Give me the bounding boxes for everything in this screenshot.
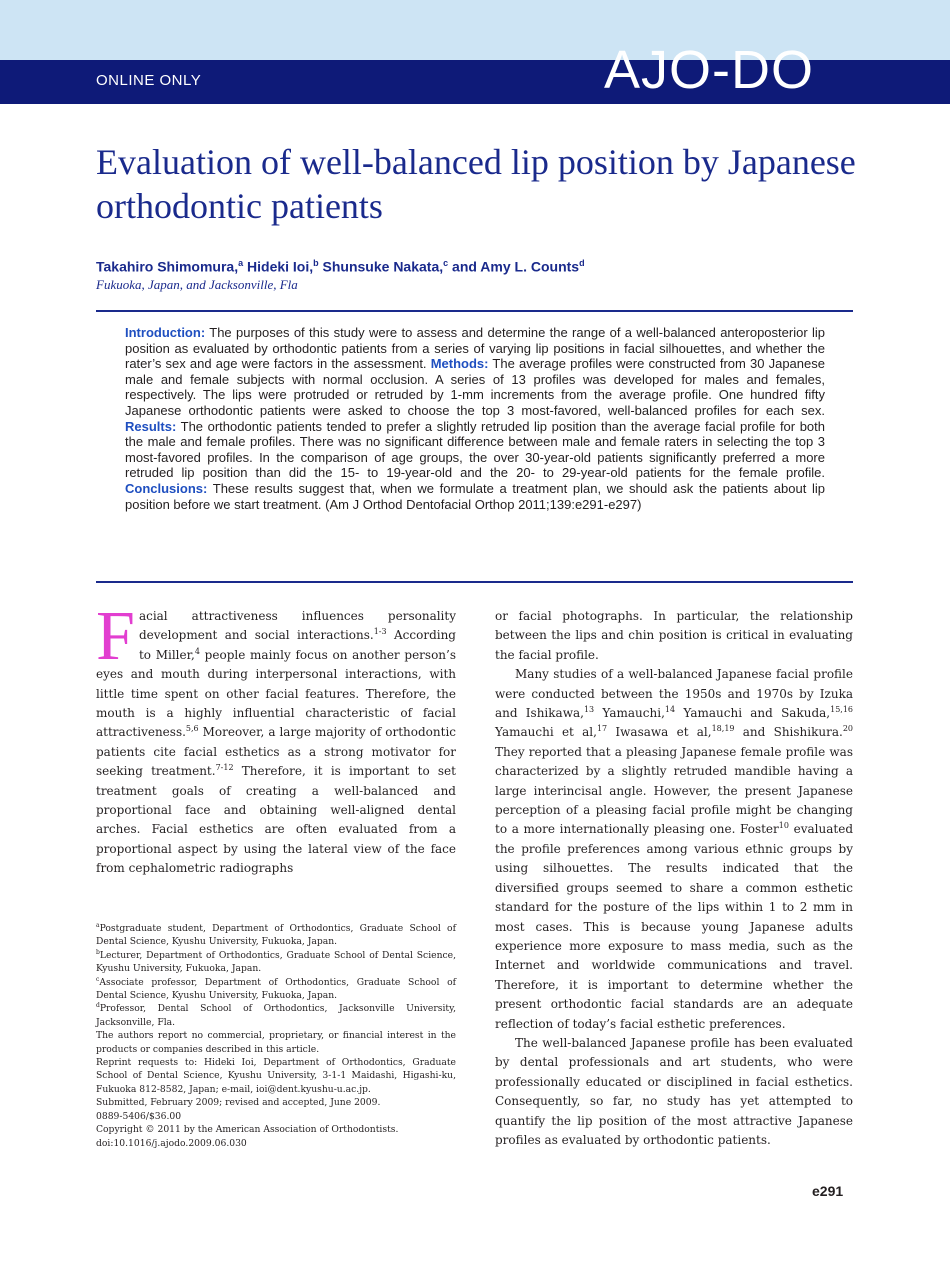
footnote-mark: a bbox=[96, 921, 100, 929]
footnote-mark: b bbox=[96, 948, 100, 956]
abstract-methods-text: The average profiles were constructed from 30 Japanese male and female subjects with normal occlusion. A series of 13 profiles was developed for males and females, respectively. The lips were protruded or retruded by 1-mm increments from the average profile. One hundred fifty Japanese orthodontic patients were asked to choose the top 3 most-favored, well-balanced profiles for each sex. bbox=[125, 356, 825, 418]
footnote-affiliation-a bbox=[96, 922, 456, 949]
footnote-disclosure: The authors report no commercial, proprietary, or financial interest in the products or companies described in this article. bbox=[96, 1030, 456, 1055]
reference-link[interactable]: 13 bbox=[583, 705, 595, 715]
body-text: Yamauchi and Sakuda, bbox=[675, 706, 831, 721]
author-location: Fukuoka, Japan, and Jacksonville, Fla bbox=[96, 277, 298, 292]
abstract-heading-methods: Methods: bbox=[430, 356, 489, 372]
abstract-citation: (Am J Orthod Dentofacial Orthop 2011;139:e291-e297) bbox=[325, 496, 642, 512]
abstract-heading-conclusions: Conclusions: bbox=[125, 480, 208, 496]
footnote-text: Associate professor, Department of Orthodontics, Graduate School of Dental Science, Kyushu University, Fukuoka, Japan. bbox=[96, 976, 456, 1002]
footnote-mark: c bbox=[96, 975, 100, 983]
footnote-doi[interactable]: doi:10.1016/j.ajodo.2009.06.030 bbox=[96, 1137, 247, 1149]
abstract-heading-introduction: Introduction: bbox=[125, 325, 206, 340]
footnote-text: Professor, Dental School of Orthodontics, Jacksonville University, Jacksonville, Fla. bbox=[96, 1003, 456, 1028]
journal-logo: AJO-DO bbox=[604, 40, 815, 100]
drop-cap: F bbox=[96, 598, 135, 675]
abstract-top-rule bbox=[96, 310, 853, 312]
affiliation-mark: b bbox=[313, 258, 319, 268]
body-text: acial attractiveness influences personality development and social interactions. bbox=[138, 609, 456, 643]
body-paragraph bbox=[495, 665, 853, 1034]
reference-link[interactable]: 15,16 bbox=[830, 705, 854, 715]
body-text: Moreover, a large majority of orthodontic patients cite facial esthetics as a strong motivator for seeking treatment. bbox=[96, 725, 456, 779]
body-text: According to Miller, bbox=[138, 628, 456, 662]
author-name: Hideki Ioi, bbox=[247, 258, 314, 275]
abstract-introduction-text: The purposes of this study were to assess and determine the range of a well-balanced anteroposterior lip position as evaluated by orthodontic patients from a series of varying lip positions in facial silhouettes, and whether the rater’s sex and age were factors in the assessment. bbox=[125, 325, 825, 372]
abstract-conclusions-text: These results suggest that, when we formulate a treatment plan, we should ask the patients about lip position before we start treatment. bbox=[125, 480, 825, 512]
abstract-results-text: The orthodontic patients tended to prefer a slightly retruded lip position than the average facial profile for both the male and female profiles. There was no significant difference between male and female raters in selecting the top 3 most-favored profiles. In the comparison of age groups, the over 30-year-old patients significantly preferred a more retruded lip position than did the 15- to 19-year-old and the 20- to 29-year-old patients for the female profile. bbox=[125, 418, 825, 481]
body-text: Yamauchi et al, bbox=[495, 725, 597, 740]
body-column-left bbox=[96, 598, 457, 879]
affiliation-mark: c bbox=[443, 258, 449, 268]
author-name: Takahiro Shimomura, bbox=[96, 258, 239, 275]
affiliation-mark: a bbox=[238, 258, 244, 268]
author-list bbox=[96, 258, 585, 275]
footnote-copyright: Copyright © 2011 by the American Association of Orthodontists. bbox=[96, 1124, 399, 1136]
body-paragraph bbox=[96, 598, 457, 879]
footnote-reprint: Reprint requests to: Hideki Ioi, Department of Orthodontics, Graduate School of Dental Science, Kyushu University, 3-1-1 Maidashi, Higashi-ku, Fukuoka 812-8582, Japan; e-mail, ioi@dent.kyushu-u.ac.jp. bbox=[96, 1057, 456, 1095]
author-name: Shunsuke Nakata, bbox=[322, 258, 444, 275]
page-number: e291 bbox=[812, 1183, 844, 1199]
footnote-submitted: Submitted, February 2009; revised and accepted, June 2009. bbox=[96, 1097, 381, 1109]
body-text: Therefore, it is important to set treatment goals of creating a well-balanced and proportional face and obtaining well-aligned dental arches. Facial esthetics are often evaluated from a proportional aspect by using the lateral view of the face from cephalometric radiographs bbox=[96, 764, 456, 876]
body-text: evaluated the profile preferences among various ethnic groups by using silhouettes. The results indicated that the diversified groups seemed to share a common esthetic standard for the posture of the lips within 1 to 2 mm in most cases. This is because young Japanese adults experience more exposure to mass media, such as the Internet and worldwide communications and travel. Therefore, it is important to determine whether the present orthodontic facial standards are an adequate reflection of today’s facial esthetic preferences. bbox=[495, 822, 854, 1031]
footnote-affiliation-b bbox=[96, 949, 456, 976]
body-paragraph: The well-balanced Japanese profile has been evaluated by dental professionals and art students, who were professionally educated or disciplined in facial esthetics. Consequently, so far, no study has yet attempted to quantify the lip position of the most attractive Japanese profiles as evaluated by orthodontic patients. bbox=[495, 1035, 853, 1147]
reference-link[interactable]: 10 bbox=[778, 821, 789, 831]
article-title: Evaluation of well-balanced lip position by Japanese orthodontic patients bbox=[96, 142, 856, 226]
affiliation-mark: d bbox=[579, 258, 585, 268]
footnote-text: Lecturer, Department of Orthodontics, Graduate School of Dental Science, Kyushu University, Fukuoka, Japan. bbox=[96, 949, 456, 975]
footnote-text: Postgraduate student, Department of Orthodontics, Graduate School of Dental Science, Kyushu University, Fukuoka, Japan. bbox=[96, 923, 456, 948]
reference-link[interactable]: 20 bbox=[842, 724, 853, 734]
footnote-affiliation-d bbox=[96, 1002, 456, 1029]
body-text: and Shishikura. bbox=[734, 725, 843, 740]
section-label: ONLINE ONLY bbox=[96, 72, 202, 89]
abstract bbox=[125, 325, 825, 512]
body-column-right bbox=[495, 607, 853, 1150]
reference-link[interactable]: 7-12 bbox=[215, 763, 234, 773]
body-text: people mainly focus on another person’s eyes and mouth during interpersonal interactions, with little time spent on other facial features. Therefore, the mouth is a highly influential characteristic of facial attractiveness. bbox=[96, 647, 457, 740]
body-paragraph: or facial photographs. In particular, the relationship between the lips and chin position is critical in evaluating the facial profile. bbox=[495, 609, 853, 662]
reference-link[interactable]: 14 bbox=[664, 705, 676, 715]
author-name: and Amy L. Counts bbox=[452, 258, 580, 275]
reference-link[interactable]: 1-3 bbox=[373, 627, 387, 637]
footnote-issn: 0889-5406/$36.00 bbox=[96, 1110, 182, 1122]
body-text: Many studies of a well-balanced Japanese facial profile were conducted between the 1950s and 1970s by Izuka and Ishikawa, bbox=[495, 667, 853, 721]
reference-link[interactable]: 18,19 bbox=[711, 724, 735, 734]
abstract-heading-results: Results: bbox=[125, 418, 177, 434]
reference-link[interactable]: 17 bbox=[596, 724, 608, 734]
body-text: They reported that a pleasing Japanese female profile was characterized by a slightly retruded mandible having a large interincisal angle. However, the present Japanese perception of a pleasing facial profile might be changing to a more internationally pleasing one. Foster bbox=[495, 744, 853, 837]
reference-link[interactable]: 5,6 bbox=[185, 724, 199, 734]
body-text: Yamauchi, bbox=[594, 706, 665, 721]
footnote-mark: d bbox=[96, 1002, 100, 1010]
abstract-bottom-rule bbox=[96, 581, 853, 583]
footnotes bbox=[96, 922, 456, 1150]
body-text: Iwasawa et al, bbox=[607, 725, 712, 740]
reference-link[interactable]: 4 bbox=[194, 646, 200, 656]
footnote-affiliation-c bbox=[96, 976, 456, 1003]
